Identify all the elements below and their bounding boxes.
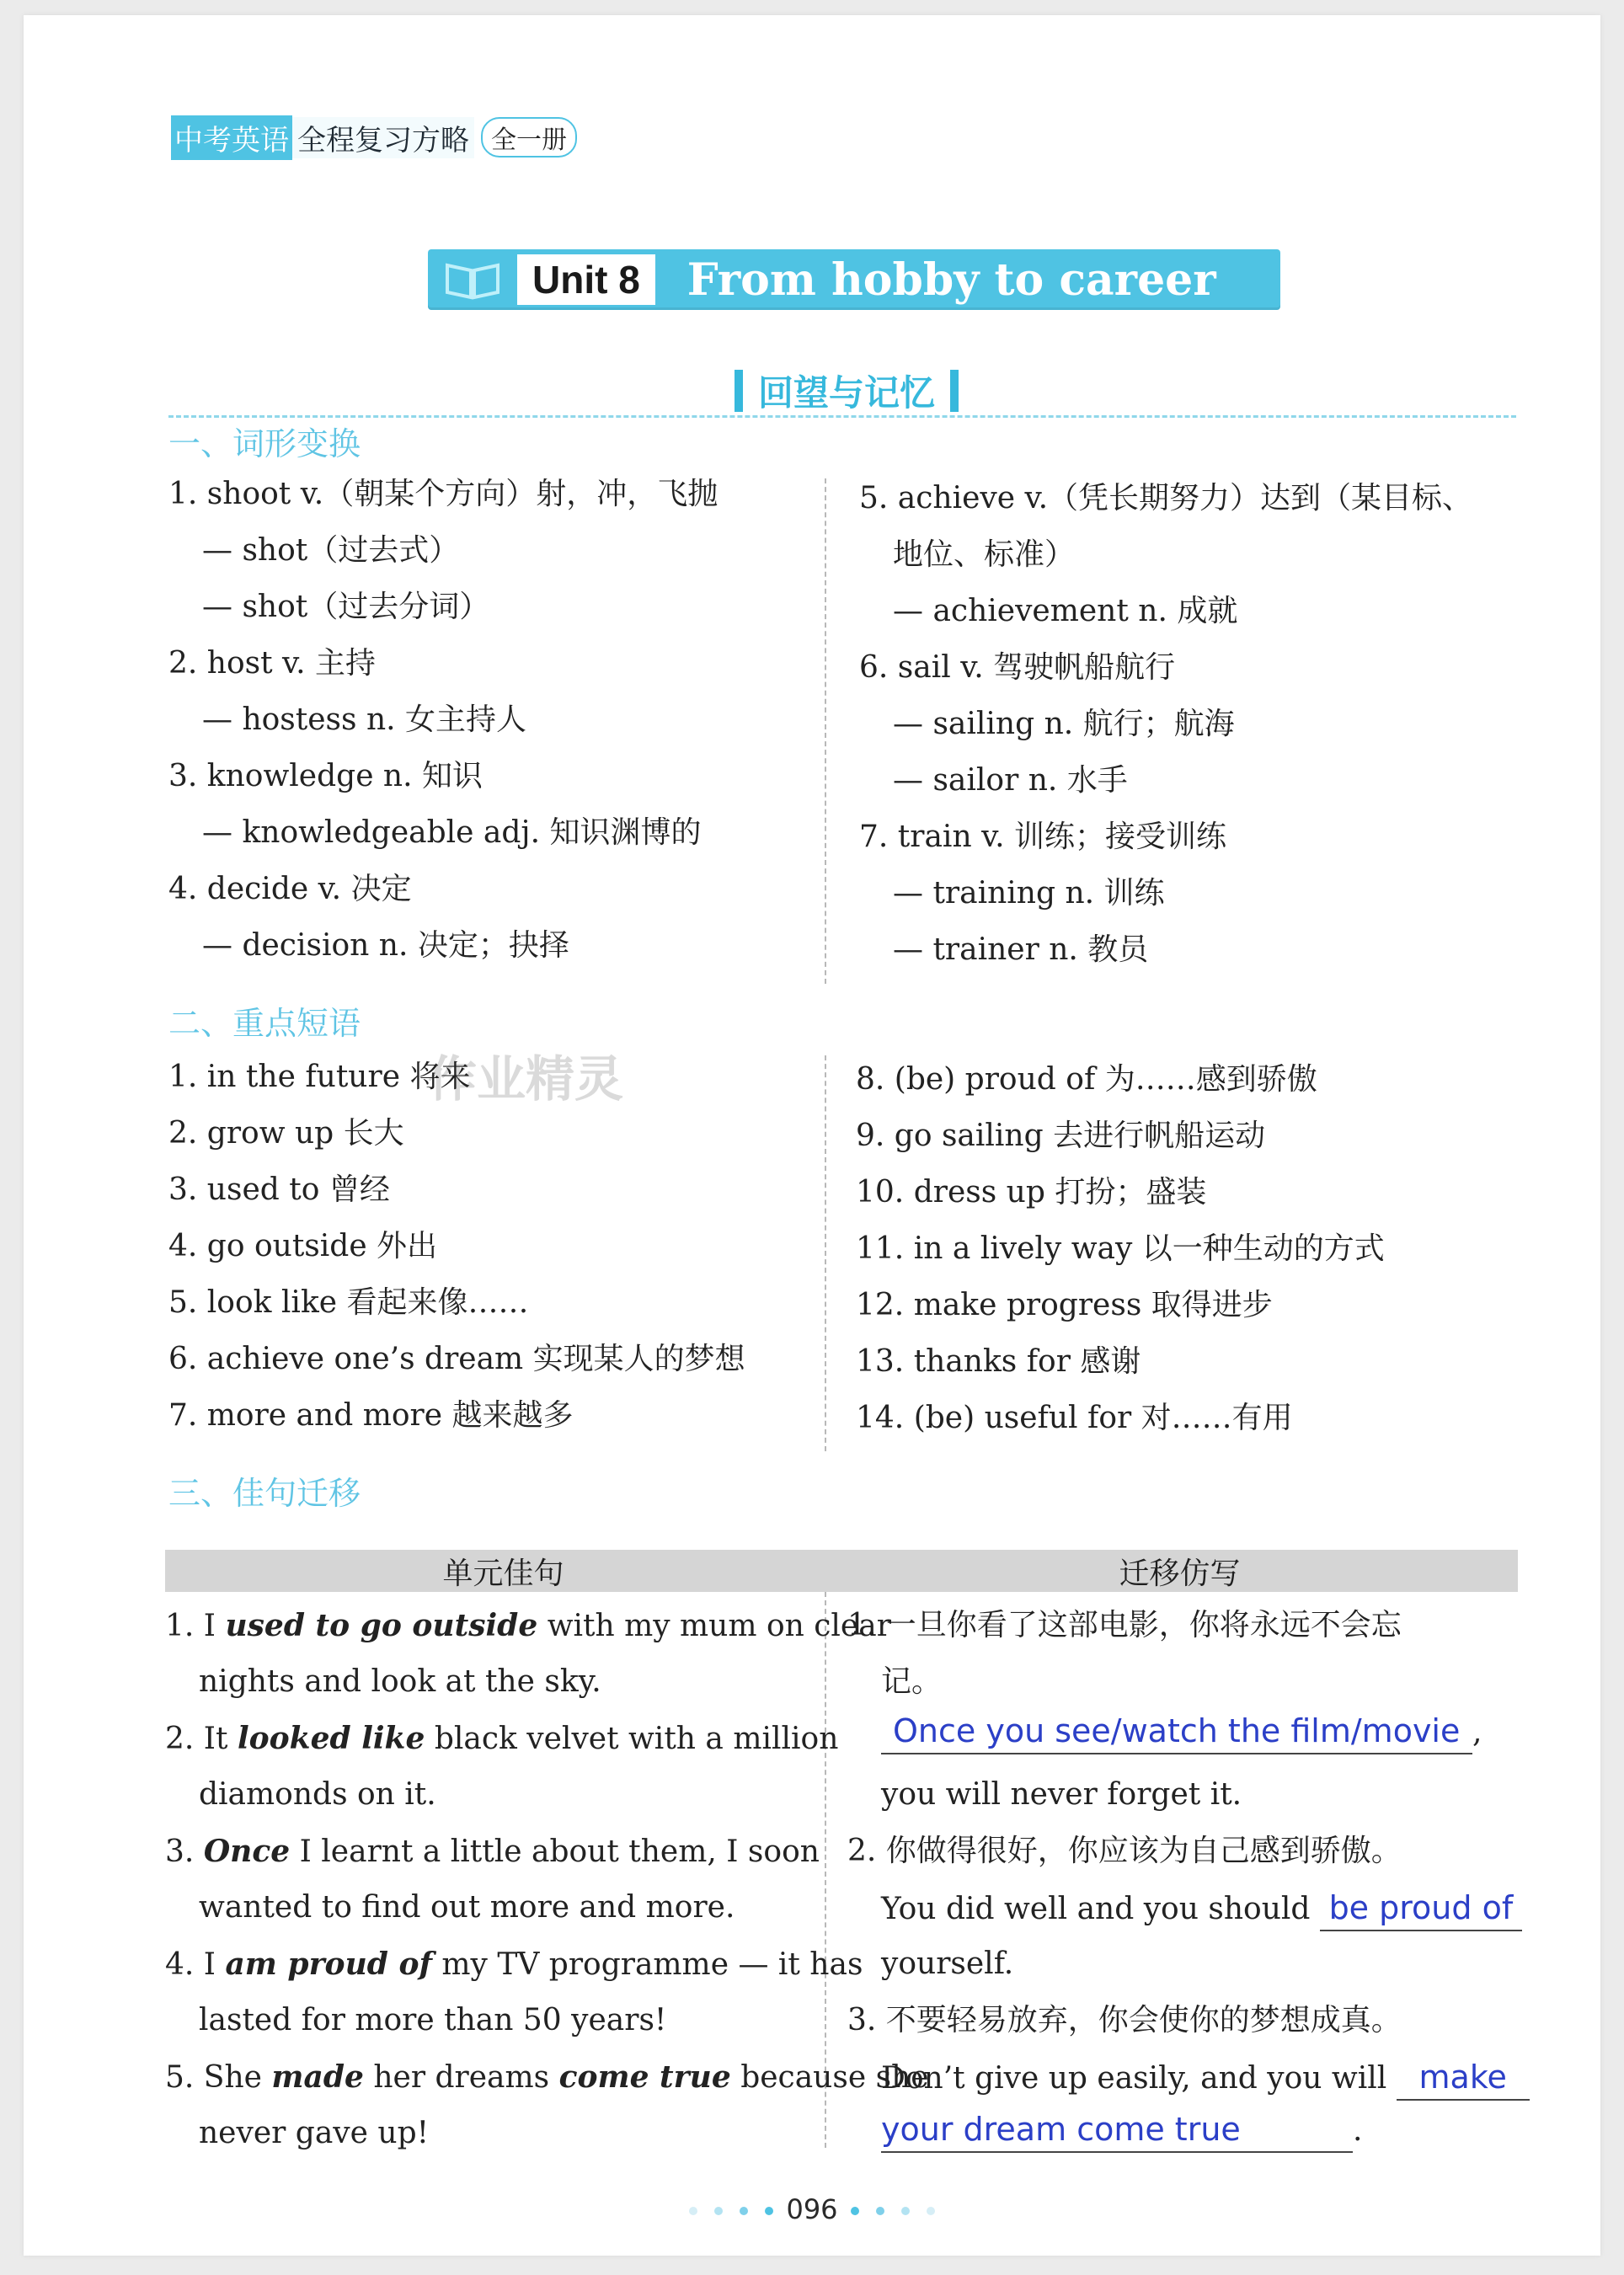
- p1-left-line: — decision n. 决定；抉择: [202, 928, 569, 963]
- dot-decoration: [851, 2207, 859, 2215]
- page-number: [24, 2193, 1600, 2225]
- p2-right-line: 10. dress up 打扮；盛装: [856, 1175, 1207, 1210]
- sentence-text: I learnt a little about them, I soon: [299, 1834, 820, 1869]
- exercise-1-prompt: 1. 一旦你看了这部电影，你将永远不会忘: [847, 1608, 1402, 1642]
- p2-left-line: 6. achieve one’s dream 实现某人的梦想: [168, 1342, 745, 1376]
- book-volume-badge: 全一册: [481, 117, 577, 158]
- p1-left-line: 2. host v. 主持: [168, 646, 376, 681]
- p1-right-line: — sailor n. 水手: [893, 763, 1128, 798]
- dot-decoration: [876, 2207, 884, 2215]
- sentence-text: her dreams: [373, 2060, 550, 2095]
- model-sentence-2-cont: diamonds on it.: [199, 1777, 436, 1812]
- key-phrase: looked like: [237, 1721, 425, 1756]
- answer-text: Once you see/watch the film/movie: [893, 1712, 1461, 1749]
- model-sentence-3-cont: wanted to find out more and more.: [199, 1890, 735, 1925]
- exercise-3-prompt: 3. 不要轻易放弃，你会使你的梦想成真。: [847, 2003, 1402, 2037]
- book-title: [171, 118, 577, 157]
- p1-right-line: — training n. 训练: [893, 876, 1165, 911]
- p1-left-line: — knowledgeable adj. 知识渊博的: [202, 815, 702, 850]
- exercise-2-cont: yourself.: [881, 1947, 1014, 1981]
- model-sentence-4: [165, 1944, 863, 1985]
- p2-right-line: 8. (be) proud of 为……感到骄傲: [856, 1062, 1317, 1097]
- section-bar-left: [735, 370, 743, 412]
- book-icon: [428, 249, 517, 310]
- sentence-text: my TV programme — it has: [441, 1947, 863, 1982]
- section-divider: [168, 415, 1516, 418]
- answer-blank: [1320, 1888, 1522, 1931]
- p1-right-line: 6. sail v. 驾驶帆船航行: [859, 650, 1176, 685]
- p1-right-line: 5. achieve v.（凭长期努力）达到（某目标、: [859, 481, 1473, 515]
- book-title-main: 全程复习方略: [292, 117, 474, 158]
- p1-right-line: — trainer n. 教员: [893, 932, 1149, 967]
- answer-text: make: [1418, 2059, 1507, 2096]
- exercise-2-prompt: 2. 你做得很好，你应该为自己感到骄傲。: [847, 1834, 1402, 1868]
- key-phrase: used to go outside: [225, 1608, 538, 1643]
- p1-left-line: — shot（过去分词）: [202, 590, 490, 624]
- p2-right-line: 9. go sailing 去进行帆船运动: [856, 1119, 1266, 1153]
- dot-decoration: [927, 2207, 935, 2215]
- p2-right-line: 12. make progress 取得进步: [856, 1288, 1273, 1322]
- unit-banner: [428, 249, 1280, 310]
- model-sentence-3: [165, 1831, 820, 1872]
- p1-right-line: 7. train v. 训练；接受训练: [859, 820, 1227, 854]
- model-sentence-1-cont: nights and look at the sky.: [199, 1664, 601, 1699]
- exercise-1-cont: you will never forget it.: [881, 1777, 1242, 1812]
- column-divider: [825, 1055, 826, 1451]
- sentence-number: 1. I: [165, 1609, 216, 1643]
- punctuation: ,: [1472, 1715, 1482, 1749]
- sentence-number: 4. I: [165, 1947, 216, 1982]
- answer-blank: [1397, 2057, 1530, 2101]
- p2-left-line: 1. in the future 将来: [168, 1060, 471, 1094]
- answer-blank: [881, 1711, 1472, 1754]
- textbook-page: [24, 15, 1600, 2256]
- p2-right-line: 14. (be) useful for 对……有用: [856, 1401, 1293, 1435]
- p2-left-line: 5. look like 看起来像……: [168, 1285, 529, 1320]
- sentence-number: 5. She: [165, 2060, 262, 2095]
- exercise-1-prompt-cont: 记。: [881, 1664, 943, 1699]
- book-icon-svg: [443, 259, 502, 301]
- unit-label: Unit 8: [517, 254, 655, 305]
- sentence-number: 2. It: [165, 1722, 228, 1756]
- col-header-unit-sentences: 单元佳句: [442, 1556, 564, 1591]
- p1-right-line: — achievement n. 成就: [893, 594, 1238, 628]
- exercise-1-answer-line: [881, 1711, 1482, 1754]
- exercise-2-line: [881, 1888, 1522, 1931]
- model-sentence-1: [165, 1605, 891, 1647]
- p2-left-line: 4. go outside 外出: [168, 1229, 438, 1263]
- p1-right-line: 地位、标准）: [893, 537, 1076, 572]
- dot-decoration: [901, 2207, 910, 2215]
- part1-heading: 一、词形变换: [168, 425, 361, 462]
- answer-blank: [881, 2109, 1353, 2153]
- unit-title: From hobby to career: [686, 254, 1216, 306]
- part3-heading: 三、佳句迁移: [168, 1475, 361, 1512]
- section-title-text: 回望与记忆: [758, 372, 936, 414]
- key-phrase: made: [271, 2059, 364, 2095]
- key-phrase: Once: [203, 1834, 291, 1869]
- p2-right-line: 11. in a lively way 以一种生动的方式: [856, 1231, 1385, 1266]
- section-title: [719, 364, 974, 418]
- sentence-text: You did well and you should: [881, 1892, 1311, 1926]
- sentence-table-header: [165, 1550, 1518, 1592]
- key-phrase: am proud of: [225, 1947, 432, 1982]
- part2-heading: 二、重点短语: [168, 1005, 361, 1042]
- dot-decoration: [689, 2207, 697, 2215]
- dot-decoration: [740, 2207, 748, 2215]
- exercise-3-line: [881, 2057, 1530, 2101]
- sentence-text: with my mum on clear: [547, 1609, 891, 1643]
- p2-right-line: 13. thanks for 感谢: [856, 1344, 1141, 1379]
- p2-left-line: 2. grow up 长大: [168, 1116, 404, 1151]
- key-phrase: come true: [558, 2059, 731, 2095]
- p1-left-line: 4. decide v. 决定: [168, 872, 412, 906]
- p1-left-line: — hostess n. 女主持人: [202, 702, 527, 737]
- p1-left-line: 3. knowledge n. 知识: [168, 759, 483, 793]
- p2-left-line: 7. more and more 越来越多: [168, 1398, 574, 1433]
- dot-decoration: [714, 2207, 723, 2215]
- exercise-3-answer-line: [881, 2109, 1362, 2153]
- sentence-text: because she: [740, 2060, 929, 2095]
- book-title-highlight: 中考英语: [171, 115, 292, 160]
- punctuation: .: [1353, 2113, 1363, 2148]
- p1-right-line: — sailing n. 航行；航海: [893, 707, 1235, 741]
- page-number-text: 096: [786, 2193, 838, 2225]
- p2-left-line: 3. used to 曾经: [168, 1172, 390, 1207]
- answer-text: your dream come true: [881, 2111, 1241, 2148]
- model-sentence-5: [165, 2057, 929, 2098]
- section-bar-right: [950, 370, 959, 412]
- model-sentence-4-cont: lasted for more than 50 years!: [199, 2003, 667, 2037]
- answer-text: be proud of: [1328, 1889, 1514, 1926]
- model-sentence-2: [165, 1718, 838, 1760]
- dot-decoration: [765, 2207, 773, 2215]
- sentence-text: black velvet with a million: [434, 1722, 839, 1756]
- sentence-number: 3.: [165, 1834, 195, 1869]
- p1-left-line: 1. shoot v.（朝某个方向）射，冲，飞抛: [168, 477, 719, 511]
- column-divider: [825, 478, 826, 984]
- col-header-imitation: 迁移仿写: [1119, 1556, 1241, 1591]
- model-sentence-5-cont: never gave up!: [199, 2116, 430, 2150]
- p1-left-line: — shot（过去式）: [202, 533, 460, 568]
- watermark: 作业精灵: [428, 1050, 624, 1108]
- sentence-text: Don’t give up easily, and you will: [881, 2061, 1387, 2096]
